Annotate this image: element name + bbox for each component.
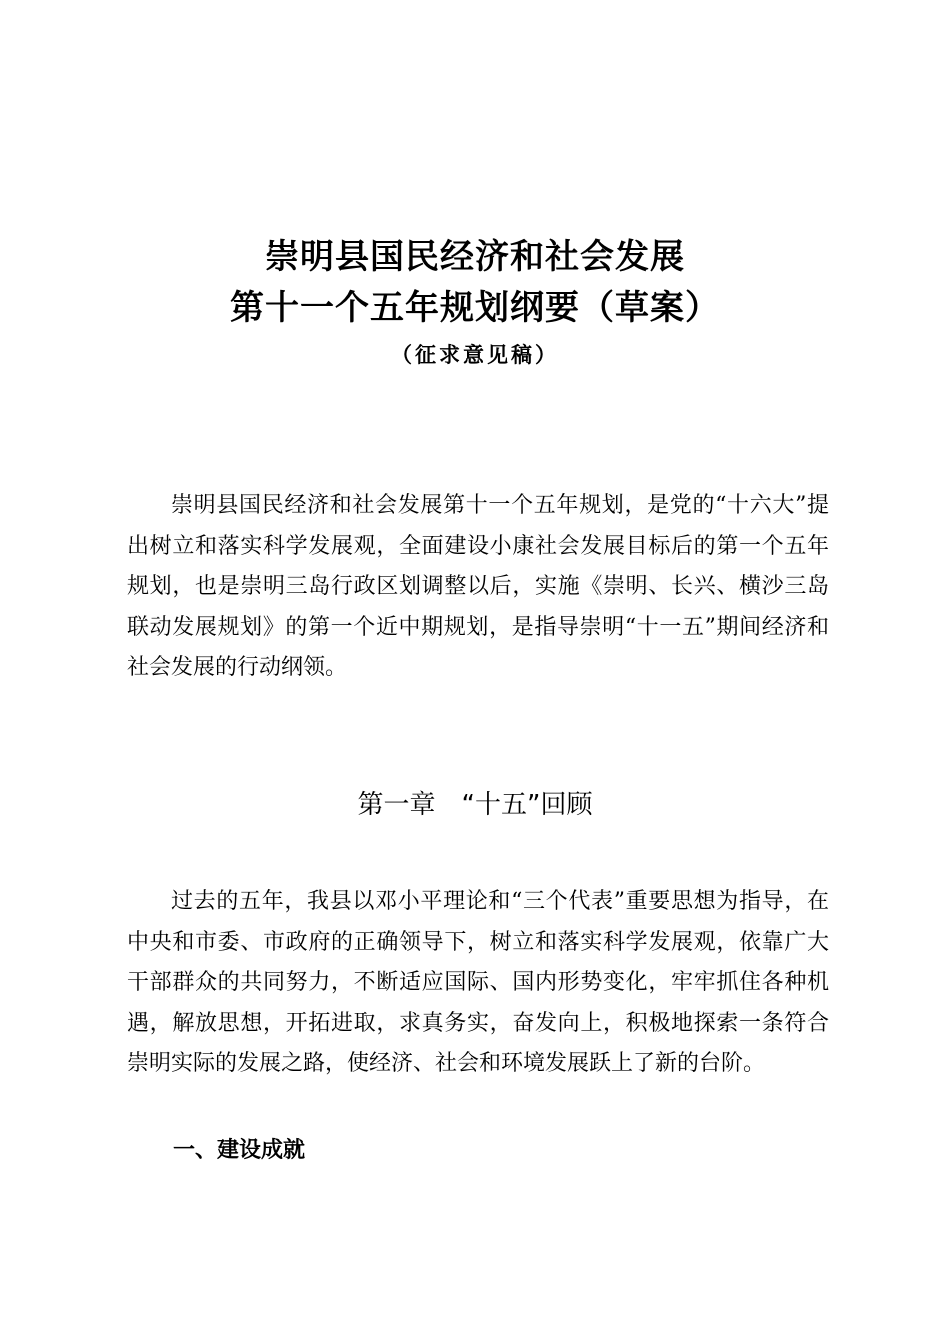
section-heading: 一、建设成就 <box>173 1138 306 1163</box>
review-paragraph: 过去的五年，我县以邓小平理论和“三个代表”重要思想为指导，在中央和市委、市政府的正确领导下，树立和落实科学发展观，依靠广大干部群众的共同努力，不断适应国际、国内形势变化，牢牢抓住各种机遇，解放思想，开拓进取，求真务实，奋发向上，积极地探索一条符合崇明实际的发展之路，使经济、社会和环境发展跃上了新的台阶。 <box>127 889 829 1076</box>
document-subtitle: （征求意见稿） <box>391 343 559 367</box>
document-title-line-1: 崇明县国民经济和社会发展 <box>265 237 685 277</box>
chapter-heading: 第一章 “十五”回顾 <box>357 790 593 820</box>
document-title-line-2: 第十一个五年规划纲要（草案） <box>230 288 720 328</box>
intro-paragraph: 崇明县国民经济和社会发展第十一个五年规划，是党的“十六大”提出树立和落实科学发展观，全面建设小康社会发展目标后的第一个五年规划，也是崇明三岛行政区划调整以后，实施《崇明、长兴、横沙三岛联动发展规划》的第一个近中期规划，是指导崇明“十一五”期间经济和社会发展的行动纲领。 <box>127 493 829 680</box>
